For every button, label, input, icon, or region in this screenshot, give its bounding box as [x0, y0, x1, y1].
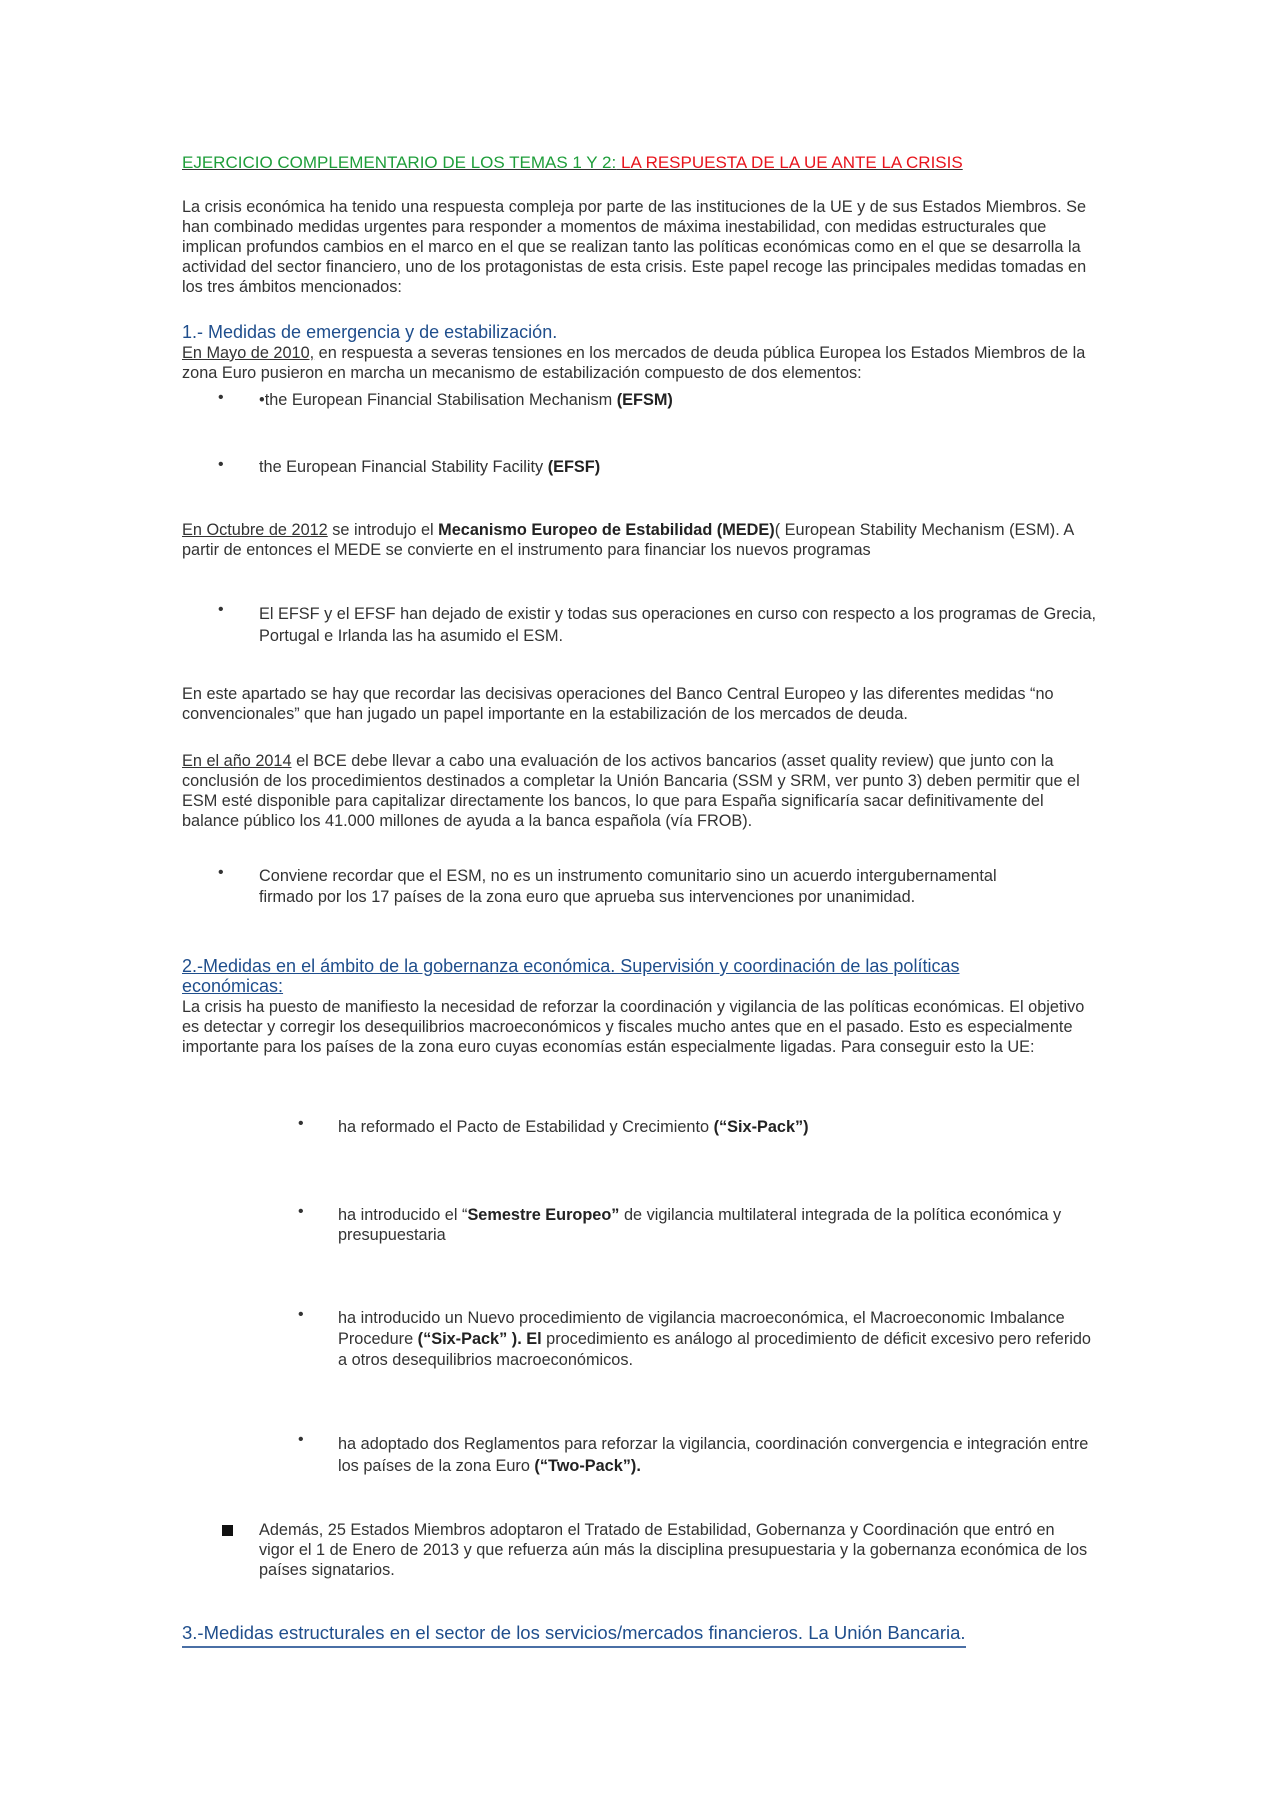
bullet-six-pack [338, 1117, 1098, 1138]
bullet-mip-rest: procedimiento es análogo al procedimiento de déficit excesivo pero referido a otros desequilibrios macroeconómicos. [338, 1330, 1091, 1369]
section1-paragraph1 [182, 343, 1102, 383]
section1-paragraph4 [182, 751, 1102, 831]
date-may-2010: En Mayo de 2010, [182, 344, 315, 362]
section3-heading: 3.-Medidas estructurales en el sector de los servicios/mercados financieros. La Unión Bancaria. [182, 1622, 966, 1648]
bullet-efsf-text: the European Financial Stability Facility [259, 458, 548, 476]
section2-paragraph1: La crisis ha puesto de manifiesto la necesidad de reforzar la coordinación y vigilancia de las políticas económicas. El objetivo es detectar y corregir los desequilibrios macroeconómicos y fiscales mucho antes que en el pasado. Esto es especialmente importante para los países de la zona euro cuyas economías están especialmente ligadas. Para conseguir esto la UE: [182, 998, 1085, 1056]
bullet-six-pack-text: ha reformado el Pacto de Estabilidad y Crecimiento [338, 1118, 714, 1136]
bullet-efsf [259, 457, 1099, 478]
title-part1: EJERCICIO COMPLEMENTARIO DE LOS TEMAS 1 Y 2: [182, 153, 617, 172]
bullet-efsf-esm: El EFSF y el EFSF han dejado de existir y todas sus operaciones en curso con respecto a los programas de Grecia, Portugal e Irlanda las ha asumido el ESM. [259, 605, 1097, 645]
date-oct-2012: En Octubre de 2012 [182, 521, 328, 539]
section1-heading: 1.- Medidas de emergencia y de estabilización. [182, 322, 558, 342]
bullet-icon: • [218, 389, 224, 406]
bullet-icon: • [218, 456, 224, 473]
bullet-two-pack-bold: (“Two-Pack”). [534, 1457, 641, 1475]
bullet-icon: • [298, 1115, 304, 1132]
bullet-two-pack [338, 1433, 1108, 1477]
bullet-mip-bold: (“Six-Pack” ). El [417, 1330, 542, 1348]
section1-p4-rest: el BCE debe llevar a cabo una evaluación de los activos bancarios (asset quality review) que junto con la conclusión de los procedimientos destinados a completar la Unión Bancaria (SSM y SRM, ver punto 3) deben permitir que el ESM esté disponible para capitalizar directamente los bancos, lo que para España significaría sacar definitivamente del balance público los 41.000 millones de ayuda a la banca española (vía FROB). [182, 752, 1080, 830]
bullet-six-pack-bold: (“Six-Pack”) [713, 1118, 809, 1136]
section2-heading: 2.-Medidas en el ámbito de la gobernanza económica. Supervisión y coordinación de las políticas económicas: [182, 956, 960, 996]
bullet-mip-pre: ha introducido un Nuevo procedimiento de vigilancia macroeconómica, el Macroeconomic Imbalance Procedure [338, 1309, 1065, 1348]
bullet-efsm [259, 390, 1099, 411]
section1-p2-mid: se introdujo el [327, 521, 439, 539]
bullet-two-pack-pre: ha adoptado dos Reglamentos para reforzar la vigilancia, coordinación convergencia e integración entre los países de la zona Euro [338, 1435, 1089, 1475]
bullet-semestre [338, 1205, 1098, 1245]
bullet-icon: • [298, 1306, 304, 1323]
bullet-esm-note: Conviene recordar que el ESM, no es un instrumento comunitario sino un acuerdo intergubernamental firmado por los 17 países de la zona euro que aprueba sus intervenciones por unanimidad. [259, 867, 997, 906]
bullet-icon: • [298, 1431, 304, 1448]
section1-paragraph2 [182, 520, 1102, 560]
section1-p2-rest: ( European Stability Mechanism (ESM). A partir de entonces el MEDE se convierte en el instrumento para financiar los nuevos programas [182, 521, 1074, 559]
date-2014: En el año 2014 [182, 752, 292, 770]
bullet-efsf-bold: (EFSF) [547, 458, 601, 476]
section1-p1-rest: en respuesta a severas tensiones en los mercados de deuda pública Europea los Estados Miembros de la zona Euro pusieron en marcha un mecanismo de estabilización compuesto de dos elementos: [182, 344, 1086, 382]
intro-paragraph: La crisis económica ha tenido una respuesta compleja por parte de las instituciones de la UE y de sus Estados Miembros. Se han combinado medidas urgentes para responder a momentos de máxima inestabilidad, con medidas estructurales que implican profundos cambios en el marco en el que se realizan tanto las políticas económicas como en el que se desarrolla la actividad del sector financiero, uno de los protagonistas de esta crisis. Este papel recoge las principales medidas tomadas en los tres ámbitos mencionados: [182, 198, 1087, 296]
bullet-efsm-text: •the European Financial Stabilisation Mechanism [259, 391, 617, 409]
bullet-semestre-bold: Semestre Europeo” [467, 1206, 620, 1224]
bullet-icon: • [218, 864, 224, 881]
square-bullet-icon [222, 1525, 233, 1536]
section3-heading-wrap [182, 1622, 1102, 1648]
bullet-icon: • [218, 601, 224, 618]
section1-paragraph3: En este apartado se hay que recordar las decisivas operaciones del Banco Central Europeo y las diferentes medidas “no convencionales” que han jugado un papel importante en la estabilización de los mercados de deuda. [182, 685, 1054, 723]
document-title [182, 152, 1102, 174]
bullet-mip [338, 1308, 1098, 1371]
bullet-efsm-bold: (EFSM) [616, 391, 673, 409]
bullet-semestre-rest: de vigilancia multilateral integrada de la política económica y presupuestaria [338, 1206, 1062, 1244]
bullet-semestre-pre: ha introducido el “ [338, 1206, 468, 1224]
title-part2: LA RESPUESTA DE LA UE ANTE LA CRISIS [620, 153, 963, 172]
bullet-tratado: Además, 25 Estados Miembros adoptaron el Tratado de Estabilidad, Gobernanza y Coordinación que entró en vigor el 1 de Enero de 2013 y que refuerza aún más la disciplina presupuestaria y la gobernanza económica de los países signatarios. [259, 1521, 1088, 1579]
bullet-icon: • [298, 1203, 304, 1220]
mede-bold: Mecanismo Europeo de Estabilidad (MEDE) [438, 521, 775, 539]
